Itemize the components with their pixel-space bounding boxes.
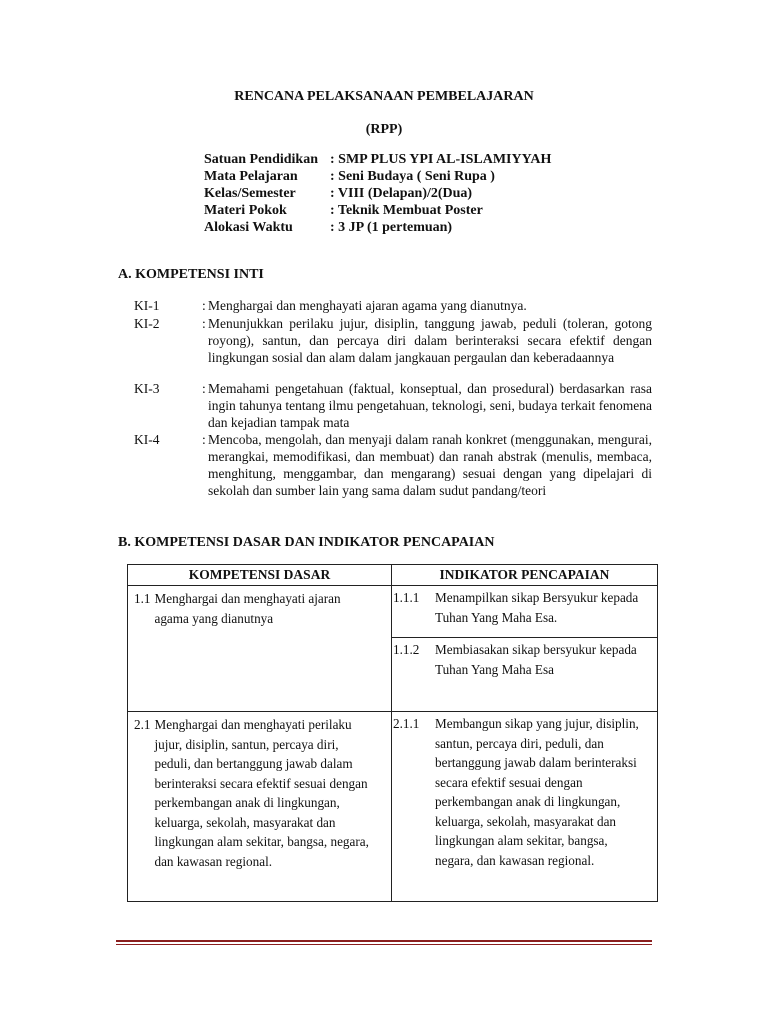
- indicator-number: 2.1.1: [393, 716, 420, 731]
- indicator-number: 1.1.2: [393, 642, 420, 657]
- indicator-text: Membiasakan sikap bersyukur kepada Tuhan Yang Maha Esa: [435, 642, 637, 677]
- info-value: : VIII (Delapan)/2(Dua): [330, 186, 473, 201]
- kd-text: Menghargai dan menghayati ajaran agama yang dianutnya: [154, 591, 341, 626]
- info-row-alokasi: [204, 219, 551, 236]
- document-subtitle: (RPP): [365, 122, 403, 137]
- indicator-text: Menampilkan sikap Bersyukur kepada Tuhan Yang Maha Esa.: [435, 590, 639, 625]
- ki-item: [134, 297, 652, 314]
- kd-indikator-table: [127, 564, 658, 902]
- kd-cell: [128, 712, 392, 902]
- indicator-item: [392, 637, 657, 693]
- info-key: Materi Pokok: [204, 203, 287, 218]
- column-header-indikator: INDIKATOR PENCAPAIAN: [392, 565, 658, 586]
- ki-colon: :: [202, 298, 206, 313]
- ki-colon: :: [202, 316, 206, 331]
- ki-colon: :: [202, 381, 206, 396]
- footer-divider: [116, 940, 652, 942]
- indicator-text: Membangun sikap yang jujur, disiplin, santun, percaya diri, peduli, dan bertanggung jawab dalam berinteraksi secara efektif sesuai dengan perkembangan anak di lingkungan, keluarga, sekolah, masyarakat dan lingkungan alam sekitar, bangsa, negara, dan kawasan regional.: [435, 716, 639, 868]
- ki-code: KI-1: [134, 298, 160, 313]
- ki-code: KI-4: [134, 432, 160, 447]
- info-value: : 3 JP (1 pertemuan): [330, 220, 453, 235]
- info-key: Alokasi Waktu: [204, 220, 293, 235]
- column-header-kompetensi-dasar: KOMPETENSI DASAR: [128, 565, 392, 586]
- indicator-number: 1.1.1: [393, 590, 420, 605]
- ki-item: [134, 431, 652, 499]
- info-value: : SMP PLUS YPI AL-ISLAMIYYAH: [330, 152, 552, 167]
- info-key: Satuan Pendidikan: [204, 152, 318, 167]
- indicator-cell: [392, 712, 658, 902]
- identity-block: [204, 151, 551, 236]
- info-row-mapel: [204, 168, 551, 185]
- kd-cell: [128, 586, 392, 712]
- info-value: : Teknik Membuat Poster: [330, 203, 483, 218]
- info-value: : Seni Budaya ( Seni Rupa ): [330, 169, 495, 184]
- ki-text: Menunjukkan perilaku jujur, disiplin, tanggung jawab, peduli (toleran, gotong royong), santun, dan percaya diri dalam berinteraksi secara efektif dengan lingkungan sosial dan alam dalam jangkauan pergaulan dan keberadaannya: [208, 316, 652, 365]
- footer-divider-thin: [116, 944, 652, 945]
- table-header-row: [128, 565, 658, 586]
- info-row-materi: [204, 202, 551, 219]
- kd-number: 1.1: [134, 591, 151, 606]
- section-b-heading: B. KOMPETENSI DASAR DAN INDIKATOR PENCAPAIAN: [118, 535, 495, 550]
- info-row-satuan: [204, 151, 551, 168]
- ki-text: Menghargai dan menghayati ajaran agama yang dianutnya.: [208, 298, 527, 313]
- table-row: [128, 712, 658, 902]
- section-a-heading: A. KOMPETENSI INTI: [118, 267, 264, 282]
- ki-text: Memahami pengetahuan (faktual, konseptual, dan prosedural) berdasarkan rasa ingin tahunya tentang ilmu pengetahuan, teknologi, seni, budaya terkait fenomena dan kejadian tampak mata: [208, 381, 652, 430]
- indicator-item: [392, 712, 657, 870]
- document-title: RENCANA PELAKSANAAN PEMBELAJARAN: [234, 89, 534, 104]
- ki-text: Mencoba, mengolah, dan menyaji dalam ranah konkret (menggunakan, mengurai, merangkai, memodifikasi, dan membuat) dan ranah abstrak (menulis, membaca, menghitung, menggambar, dan mengarang) sesuai dengan yang dipelajari di sekolah dan sumber lain yang sama dalam sudut pandang/teori: [208, 432, 652, 498]
- kd-number: 2.1: [134, 717, 151, 732]
- ki-item: [134, 315, 652, 366]
- info-key: Kelas/Semester: [204, 186, 296, 201]
- ki-code: KI-3: [134, 381, 160, 396]
- indicator-item: [392, 586, 657, 637]
- table-row: [128, 586, 658, 712]
- ki-code: KI-2: [134, 316, 160, 331]
- ki-item: [134, 380, 652, 431]
- indicator-cell: [392, 586, 658, 712]
- info-key: Mata Pelajaran: [204, 169, 298, 184]
- info-row-kelas: [204, 185, 551, 202]
- ki-colon: :: [202, 432, 206, 447]
- kd-text: Menghargai dan menghayati perilaku jujur, disiplin, santun, percaya diri, peduli, dan bertanggung jawab dalam berinteraksi secara efektif sesuai dengan perkembangan anak di lingkungan, keluarga, sekolah, masyarakat dan lingkungan alam sekitar, bangsa, negara, dan kawasan regional.: [154, 717, 369, 869]
